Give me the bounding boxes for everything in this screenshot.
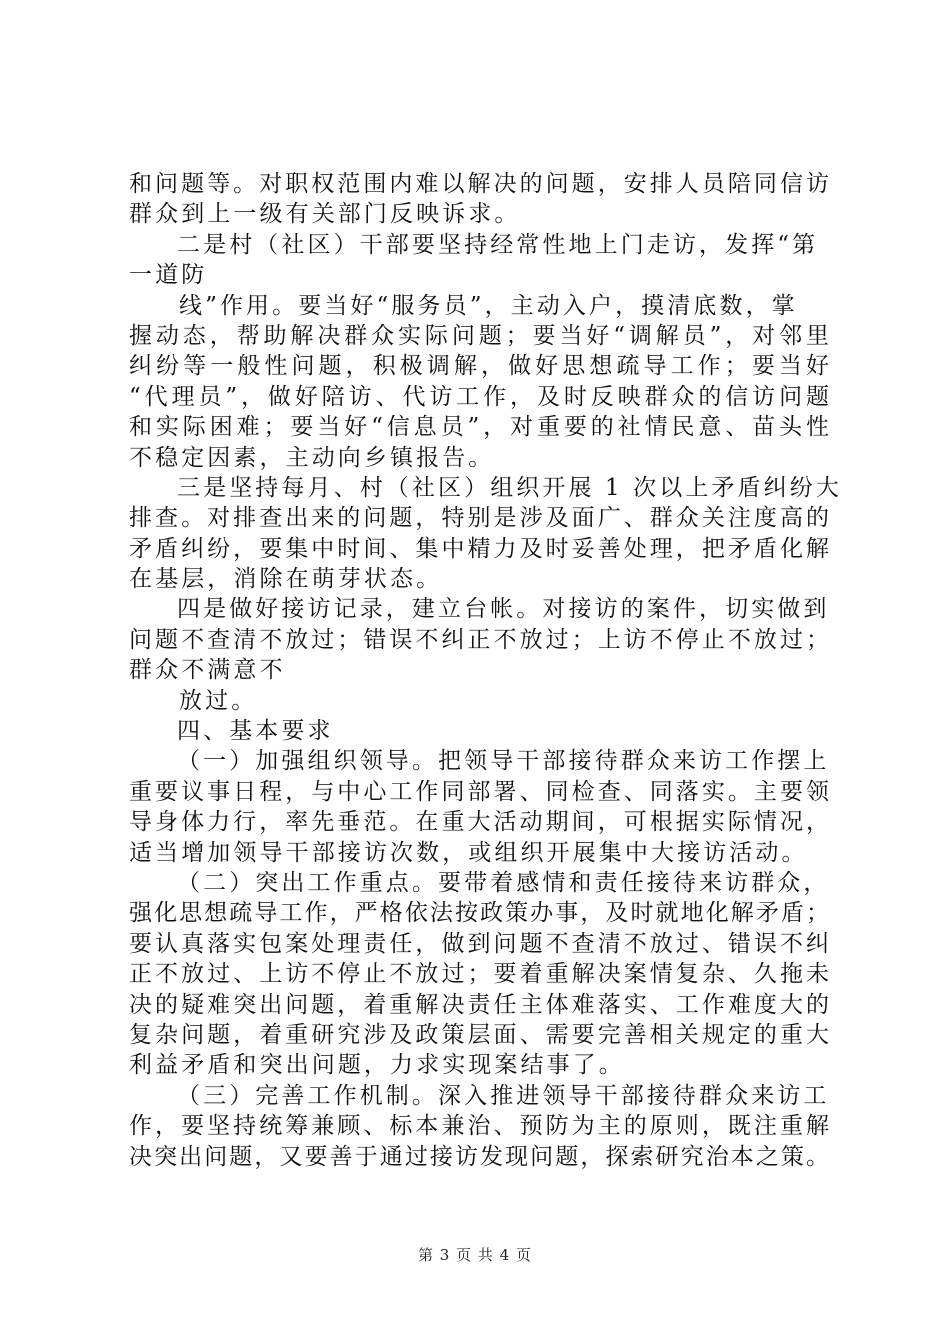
text-line: 正不放过、上访不停止不放过；要着重解决案情复杂、久拖未 (129, 961, 829, 988)
document-body (129, 169, 842, 1172)
text-line: 放过。 (179, 687, 258, 714)
text-line: 矛盾纠纷，要集中时间、集中精力及时妥善处理，把矛盾化解 (129, 535, 829, 562)
text-line: 不稳定因素，主动向乡镇报告。 (129, 444, 495, 471)
text-line: 要认真落实包案处理责任，做到问题不查清不放过、错误不纠 (129, 930, 829, 957)
text-line: 纠纷等一般性问题，积极调解，做好思想疏导工作；要当好 (129, 353, 829, 380)
text-line: （一）加强组织领导。把领导干部接待群众来访工作摆上 (177, 748, 830, 775)
text-line: 二是村（社区）干部要坚持经常性地上门走访，发挥“第 (177, 231, 819, 258)
text-line: 在基层，消除在萌芽状态。 (129, 566, 443, 593)
text-line: 线”作用。要当好“服务员”，主动入户，摸清底数，掌 (179, 292, 798, 319)
text-line: （二）突出工作重点。要带着感情和责任接待来访群众， (177, 869, 830, 896)
text-line: 群众到上一级有关部门反映诉求。 (129, 201, 521, 228)
text-line: 三是坚持每月、村（社区）组织开展 1 次以上矛盾纠纷大 (177, 474, 842, 501)
text-line: 复杂问题，着重研究涉及政策层面、需要完善相关规定的重大 (129, 1021, 829, 1048)
text-line: 排查。对排查出来的问题，特别是涉及面广、群众关注度高的 (129, 505, 829, 532)
text-line: 决的疑难突出问题，着重解决责任主体难落实、工作难度大的 (129, 991, 829, 1018)
text-line: 四是做好接访记录，建立台帐。对接访的案件，切实做到 (177, 596, 830, 623)
text-line: （三）完善工作机制。深入推进领导干部接待群众来访工 (177, 1082, 830, 1109)
text-line: 和问题等。对职权范围内难以解决的问题，安排人员陪同信访 (129, 171, 829, 197)
text-line: 利益矛盾和突出问题，力求实现案结事了。 (129, 1052, 625, 1079)
text-line: 四、基本要求 (177, 718, 334, 745)
text-line: 重要议事日程，与中心工作同部署、同检查、同落实。主要领 (129, 778, 829, 805)
text-line: 和实际困难；要当好“信息员”，对重要的社情民意、苗头性 (129, 414, 829, 441)
text-line: 决突出问题，又要善于通过接访发现问题，探索研究治本之策。 (129, 1143, 829, 1170)
text-line: 导身体力行，率先垂范。在重大活动期间，可根据实际情况， (129, 809, 829, 836)
text-line: 一道防 (129, 262, 208, 289)
text-line: 作，要坚持统筹兼顾、标本兼治、预防为主的原则，既注重解 (129, 1113, 829, 1140)
text-line: 握动态，帮助解决群众实际问题；要当好“调解员”，对邻里 (129, 322, 829, 349)
text-line: 问题不查清不放过；错误不纠正不放过；上访不停止不放过； (129, 626, 829, 653)
text-line: 强化思想疏导工作，严格依法按政策办事，及时就地化解矛盾； (129, 900, 829, 927)
page-footer: 第 3 页 共 4 页 (418, 1246, 532, 1264)
text-line: 适当增加领导干部接访次数，或组织开展集中大接访活动。 (129, 839, 808, 866)
text-line: 群众不满意不 (129, 657, 286, 684)
text-line: “代理员”，做好陪访、代访工作，及时反映群众的信访问题 (129, 383, 829, 410)
